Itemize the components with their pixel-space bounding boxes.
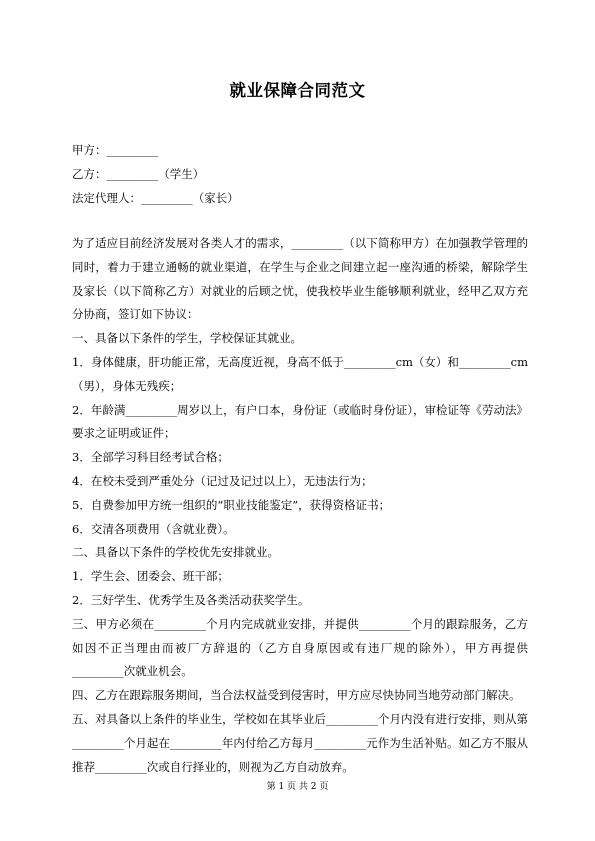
section-2-item: 1．学生会、团委会、班干部； [72,569,229,584]
section-1-item: 6．交清各项费用（含就业费）。 [72,521,235,536]
party-b-line: 乙方：_________（学生） [72,167,205,181]
section-5-paragraph: 五、对具备以上条件的毕业生，学校如在其毕业后_________个月内没有进行安排，则从第_________个月起在_________年内付给乙方每月_________元作为生活补贴。如乙方不服从推荐_________次或自行择业的，则视为乙方自动放弃。 [72,711,528,774]
party-a-line: 甲方：_________ [72,143,159,157]
section-1-item: 1．身体健康，肝功能正常，无高度近视，身高不低于_________cm（女）和_________cm（男），身体无残疾； [72,354,529,393]
intro-paragraph: 为了适应目前经济发展对各类人才的需求，_________（以下简称甲方）在加强教学管理的同时，着力于建立通畅的就业渠道，在学生与企业之间建立起一座沟通的桥梁，解除学生及家长（以下简称乙方）对就业的后顾之忧，使我校毕业生能够顺利就业，经甲乙双方充分协商，签订如下协议： [72,236,528,322]
section-3-paragraph: 三、甲方必须在_________个月内完成就业安排，并提供_________个月的跟踪服务，乙方如因不正当理由而被厂方辞退的（乙方自身原因或有违厂规的除外），甲方再提供_________次就业机会。 [72,616,528,679]
document-title: 就业保障合同范文 [229,81,366,100]
section-1-heading: 一、具备以下条件的学生，学校保证其就业。 [72,331,302,346]
section-4-paragraph: 四、乙方在跟踪服务期间，当合法权益受到侵害时，甲方应尽快协同当地劳动部门解决。 [72,688,521,703]
section-1-item: 4．在校未受到严重处分（记过及记过以上），无违法行为； [72,473,373,488]
section-1-item: 5．自费参加甲方统一组织的“职业技能鉴定”，获得资格证书； [72,497,391,512]
section-1-item: 3．全部学习科目经考试合格； [72,450,229,465]
parties-block [72,138,239,210]
section-2-heading: 二、具备以下条件的学校优先安排就业。 [72,545,279,560]
contract-body [72,232,528,779]
section-1-item: 2．年龄满_________周岁以上，有户口本，身份证（或临时身份证），审检证等《劳动法》要求之证明或证件； [72,402,528,441]
page-footer: 第 1 页 共 2 页 [266,782,329,792]
legal-guardian-line: 法定代理人：_________（家长） [72,191,239,205]
section-2-item: 2．三好学生、优秀学生及各类活动获奖学生。 [72,592,310,607]
